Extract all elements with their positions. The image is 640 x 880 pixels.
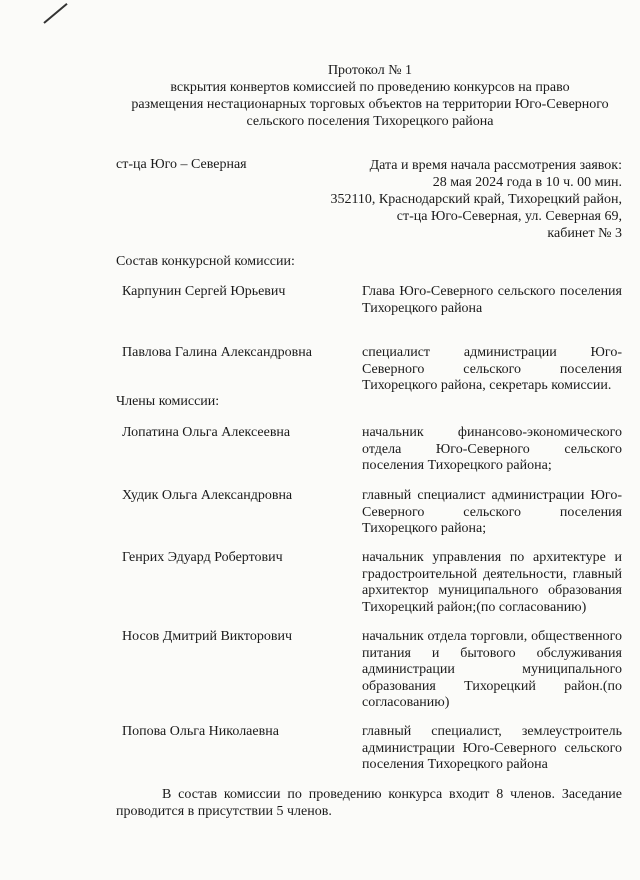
closing-paragraph: В состав комиссии по проведению конкурса входит 8 членов. Заседание проводится в присутствии 5 членов. (116, 787, 622, 819)
date-line: Дата и время начала рассмотрения заявок: (369, 158, 622, 173)
member-name: Носов Дмитрий Викторович (122, 629, 292, 644)
date-line: 28 мая 2024 года в 10 ч. 00 мин. (432, 175, 622, 190)
member-role: главный специалист администрации Юго-Северного сельского поселения Тихорецкого района; (362, 488, 622, 536)
member-name: Генрих Эдуард Робертович (122, 550, 283, 565)
title-line: размещения нестационарных торговых объектов на территории Юго-Северного (131, 97, 609, 112)
member-name: Лопатина Ольга Алексеевна (122, 425, 291, 440)
title-line: вскрытия конвертов комиссией по проведению конкурсов на право (170, 80, 570, 95)
address-line: ст-ца Юго-Северная, ул. Северная 69, (396, 209, 622, 224)
address-line: кабинет № 3 (547, 226, 622, 241)
member-name: Павлова Галина Александровна (122, 345, 312, 360)
member-name: Попова Ольга Николаевна (122, 724, 279, 739)
title-line: сельского поселения Тихорецкого района (246, 114, 494, 129)
member-role: начальник управления по архитектуре и градостроительной деятельности, главный архитектор муниципального образования Тихорецкий район;(по согласованию) (362, 550, 622, 615)
member-role: специалист администрации Юго-Северного сельского поселения Тихорецкого района, секретарь комиссии. (362, 345, 622, 393)
address-line: 352110, Краснодарский край, Тихорецкий район, (330, 192, 622, 207)
commission-heading: Состав конкурсной комиссии: (116, 254, 295, 269)
member-name: Карпунин Сергей Юрьевич (122, 284, 286, 299)
members-heading: Члены комиссии: (116, 394, 220, 409)
pen-mark (43, 3, 67, 24)
member-role: Глава Юго-Северного сельского поселения Тихорецкого района (362, 284, 622, 316)
place-label: ст-ца Юго – Северная (116, 157, 247, 172)
member-name: Худик Ольга Александровна (122, 488, 293, 503)
protocol-title (110, 62, 630, 130)
member-role: главный специалист, землеустроитель администрации Юго-Северного сельского поселения Тихорецкого района (362, 724, 622, 772)
member-role: начальник финансово-экономического отдела Юго-Северного сельского поселения Тихорецкого района; (362, 425, 622, 473)
title-line: Протокол № 1 (327, 63, 413, 78)
date-address-block (282, 157, 622, 242)
member-role: начальник отдела торговли, общественного питания и бытового обслуживания администрации муниципального образования Тихорецкий район.(по согласованию) (362, 629, 622, 710)
